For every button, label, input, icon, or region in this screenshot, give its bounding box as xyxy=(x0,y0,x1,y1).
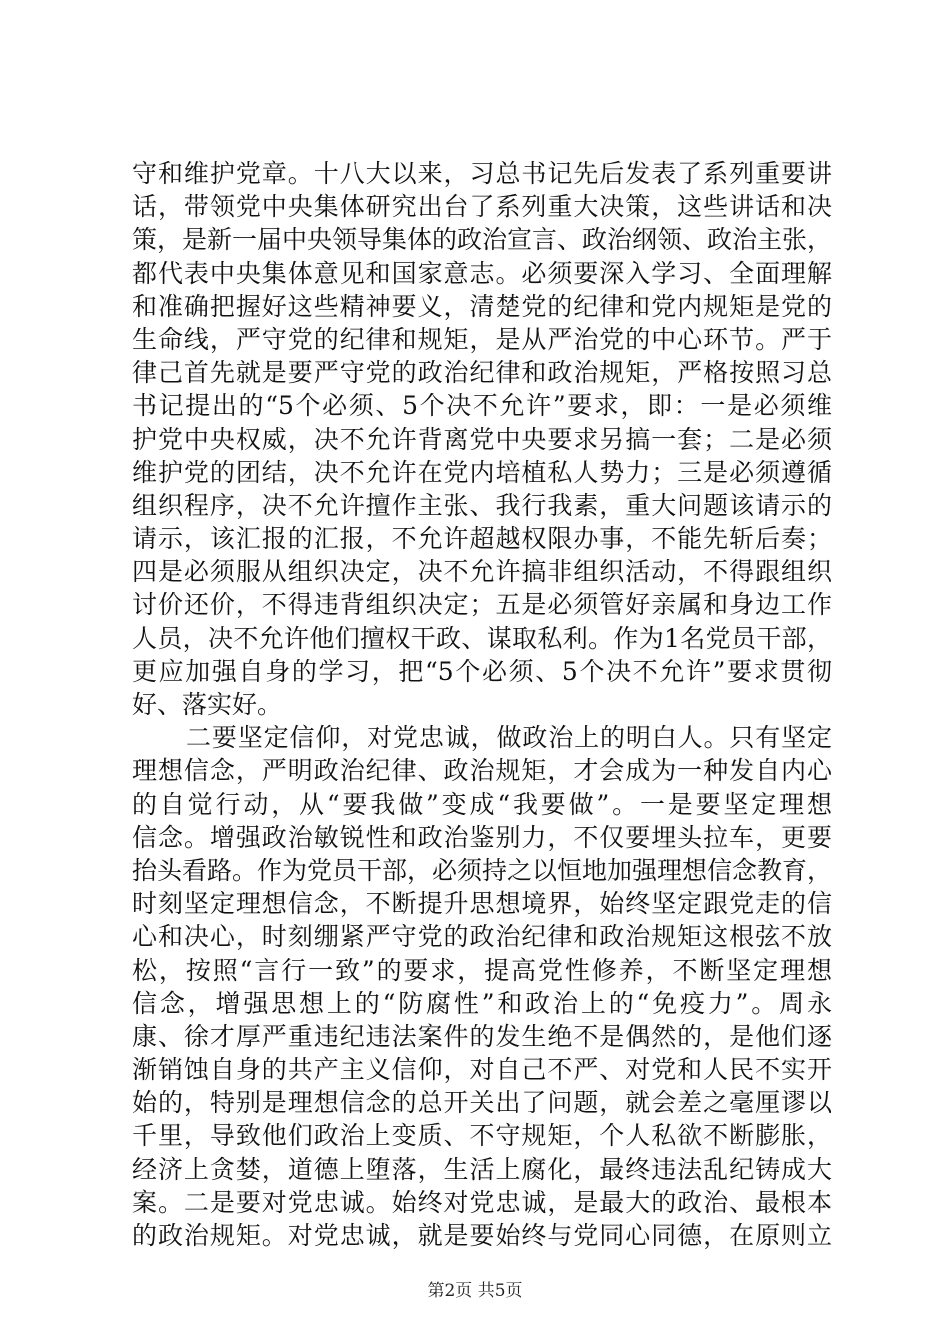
text-line: 信念，增强思想上的“防腐性”和政治上的“免疫力”。周永 xyxy=(132,988,832,1018)
text-line: 护党中央权威，决不允许背离党中央要求另搞一套；二是必须 xyxy=(132,424,832,454)
text-line: 好、落实好。 xyxy=(132,690,283,719)
text-line: 松，按照“言行一致”的要求，提高党性修养，不断坚定理想 xyxy=(132,955,832,985)
text-line: 的政治规矩。对党忠诚，就是要始终与党同心同德，在原则立 xyxy=(132,1221,832,1250)
text-line: 二要坚定信仰，对党忠诚，做政治上的明白人。只有坚定 xyxy=(186,723,832,753)
text-line: 话，带领党中央集体研究出台了系列重大决策，这些讲话和决 xyxy=(132,192,832,222)
text-line: 守和维护党章。十八大以来，习总书记先后发表了系列重要讲 xyxy=(132,159,832,188)
text-line: 讨价还价，不得违背组织决定；五是必须管好亲属和身边工作 xyxy=(132,590,832,620)
text-line: 的自觉行动，从“要我做”变成“我要做”。一是要坚定理想 xyxy=(132,789,832,819)
text-line: 书记提出的“5个必须、5个决不允许”要求，即：一是必须维 xyxy=(132,391,832,421)
text-line: 时刻坚定理想信念，不断提升思想境界，始终坚定跟党走的信 xyxy=(132,889,832,919)
text-line: 更应加强自身的学习，把“5个必须、5个决不允许”要求贯彻 xyxy=(132,656,832,686)
text-line: 理想信念，严明政治纪律、政治规矩，才会成为一种发自内心 xyxy=(132,756,832,786)
text-line: 律己首先就是要严守党的政治纪律和政治规矩，严格按照习总 xyxy=(132,358,832,388)
text-line: 维护党的团结，决不允许在党内培植私人势力；三是必须遵循 xyxy=(132,457,832,487)
page-footer: 第2页 共5页 xyxy=(427,1281,523,1301)
text-line: 请示，该汇报的汇报，不允许超越权限办事，不能先斩后奏； xyxy=(132,524,832,554)
text-line: 信念。增强政治敏锐性和政治鉴别力，不仅要埋头拉车，更要 xyxy=(132,822,832,852)
text-line: 案。二是要对党忠诚。始终对党忠诚，是最大的政治、最根本 xyxy=(132,1187,832,1217)
text-line: 始的，特别是理想信念的总开关出了问题，就会差之毫厘谬以 xyxy=(132,1088,832,1118)
text-line: 都代表中央集体意见和国家意志。必须要深入学习、全面理解 xyxy=(132,258,832,288)
text-line: 渐销蚀自身的共产主义信仰，对自己不严、对党和人民不实开 xyxy=(132,1055,832,1085)
text-line: 策，是新一届中央领导集体的政治宣言、政治纲领、政治主张， xyxy=(132,225,833,255)
text-line: 千里，导致他们政治上变质、不守规矩，个人私欲不断膨胀， xyxy=(132,1121,832,1151)
text-line: 康、徐才厚严重违纪违法案件的发生绝不是偶然的，是他们逐 xyxy=(132,1021,832,1051)
text-line: 人员，决不允许他们擅权干政、谋取私利。作为1名党员干部， xyxy=(132,623,832,653)
text-line: 心和决心，时刻绷紧严守党的政治纪律和政治规矩这根弦不放 xyxy=(132,922,832,952)
text-line: 四是必须服从组织决定，决不允许搞非组织活动，不得跟组织 xyxy=(132,557,832,587)
text-line: 经济上贪婪，道德上堕落，生活上腐化，最终违法乱纪铸成大 xyxy=(132,1154,832,1184)
text-line: 组织程序，决不允许擅作主张、我行我素，重大问题该请示的 xyxy=(132,490,832,520)
text-line: 和准确把握好这些精神要义，清楚党的纪律和党内规矩是党的 xyxy=(132,291,832,321)
text-line: 生命线，严守党的纪律和规矩，是从严治党的中心环节。严于 xyxy=(132,324,832,354)
document-body xyxy=(132,157,832,1252)
text-line: 抬头看路。作为党员干部，必须持之以恒地加强理想信念教育， xyxy=(132,855,833,885)
